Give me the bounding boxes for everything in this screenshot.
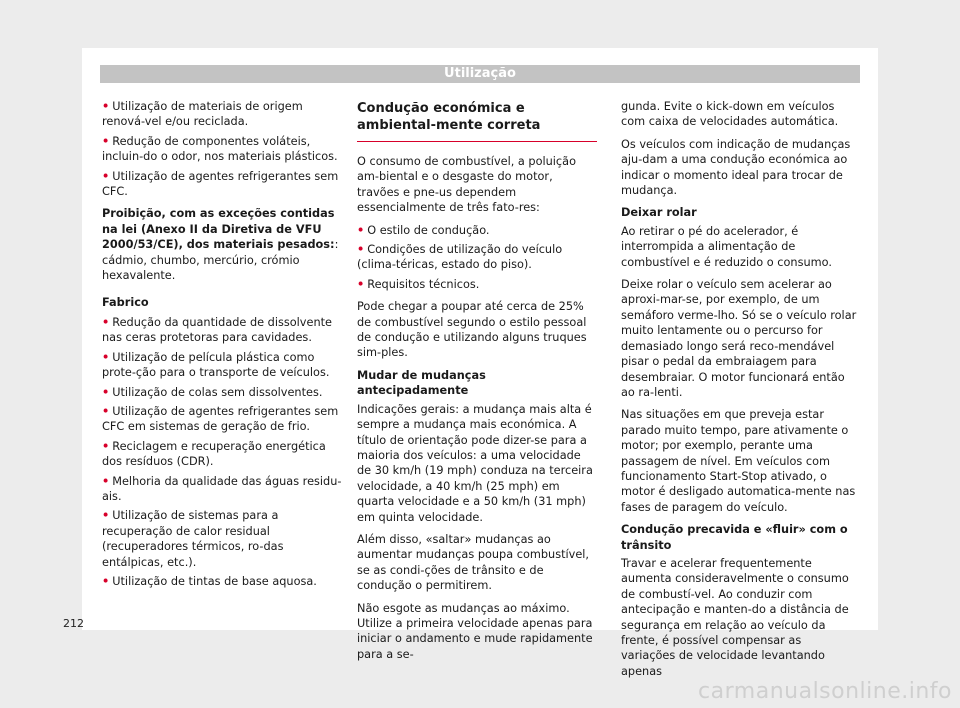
bullet-icon: • [102, 574, 110, 588]
watermark: carmanualsonline.info [698, 679, 952, 704]
paragraph: gunda. Evite o kick-down em veículos com caixa de velocidades automática. [621, 100, 839, 129]
list-item: • Utilização de agentes refrigerantes sem CFC. [102, 169, 339, 199]
paragraph: Deixe rolar o veículo sem acelerar ao aproxi-mar-se, por exemplo, de um semáforo verme-lho. Só se o veículo rolar muito lentamente ou o percurso for demasiado longo será reco-mendável pisar o pedal da embraiagem para desembraiar. O motor funcionará então ao ra-lenti. [621, 278, 857, 399]
list-item: • O estilo de condução. [357, 223, 490, 237]
subheading: Mudar de mudanças antecipadamente [357, 368, 486, 398]
bullet-icon: • [102, 315, 110, 329]
bullet-icon: • [102, 474, 110, 488]
document-page [82, 48, 878, 678]
list-item: • Redução da quantidade de dissolvente nas ceras protetoras para cavidades. [102, 315, 332, 345]
page-header: Utilização [100, 65, 860, 83]
column-2 [357, 100, 597, 669]
paragraph: Nas situações em que preveja estar parado muito tempo, pare ativamente o motor; por exemplo, perante uma passagem de nível. Em veículos com funcionamento Start-Stop ativado, o motor é desligado automatica-mente nas fases de paragem do veículo. [621, 408, 856, 514]
list-item: • Utilização de agentes refrigerantes sem CFC em sistemas de geração de frio. [102, 404, 339, 434]
paragraph: Os veículos com indicação de mudanças aju-dam a uma condução económica ao indicar o momento ideal para trocar de mudança. [621, 137, 851, 198]
bullet-icon: • [102, 100, 110, 113]
list-item: • Utilização de colas sem dissolventes. [102, 385, 323, 399]
paragraph: Ao retirar o pé do acelerador, é interrompida a alimentação de combustível e é reduzido o consumo. [621, 224, 832, 269]
bullet-icon: • [102, 350, 110, 364]
section-heading: Condução económica e ambiental-mente correta [357, 100, 597, 142]
page-number: 212 [63, 617, 84, 630]
prohibition-text: : cádmio, chumbo, mercúrio, crómio hexavalente. [102, 238, 339, 283]
bullet-icon: • [357, 277, 365, 291]
fabrico-heading: Fabrico [102, 296, 149, 310]
list-item: • Condições de utilização do veículo (clima-téricas, estado do piso). [357, 243, 563, 272]
list-item: • Utilização de sistemas para a recuperação de calor residual (recuperadores térmicos, ro-das entálpicas, etc.). [102, 509, 284, 569]
list-item: • Utilização de película plástica como prote-ção para o transporte de veículos. [102, 350, 330, 380]
subheading: Deixar rolar [621, 206, 697, 220]
list-item: • Utilização de materiais de origem renová-vel e/ou reciclada. [102, 100, 303, 129]
prohibition-bold: Proibição, com as exceções contidas na lei (Anexo II da Diretiva de VFU 2000/53/CE), dos materiais pesados: [102, 207, 335, 252]
paragraph: Além disso, «saltar» mudanças ao aumentar mudanças poupa combustível, se as condi-ções de trânsito e de condução o permitirem. [357, 532, 590, 593]
bullet-icon: • [102, 439, 110, 453]
list-item: • Utilização de tintas de base aquosa. [102, 574, 317, 588]
bullet-icon: • [102, 385, 110, 399]
bullet-icon: • [357, 243, 365, 257]
subheading: Condução precavida e «fluir» com o trânsito [621, 523, 848, 552]
paragraph: Travar e acelerar frequentemente aumenta consideravelmente o consumo de combustí-vel. Ao conduzir com antecipação e manten-do a distância de segurança em relação ao veículo da frente, é possível compensar as variações de velocidade levantando apenas [621, 556, 849, 678]
paragraph: Não esgote as mudanças ao máximo. Utilize a primeira velocidade apenas para iniciar o andamento e mude rapidamente para a se- [357, 601, 593, 661]
paragraph: Pode chegar a poupar até cerca de 25% de combustível segundo o estilo pessoal de condução e utilizando alguns truques sim-ples. [357, 300, 587, 360]
bullet-icon: • [357, 223, 365, 237]
list-item: • Requisitos técnicos. [357, 277, 480, 291]
column-3 [621, 99, 859, 686]
list-item: • Redução de componentes voláteis, incluin-do o odor, nos materiais plásticos. [102, 134, 338, 164]
intro-paragraph: O consumo de combustível, a poluição am-biental e o desgaste do motor, travões e pne-us dependem essencialmente de três fato-res: [357, 155, 576, 215]
bullet-icon: • [102, 134, 110, 148]
bullet-icon: • [102, 404, 110, 418]
prohibition-paragraph [102, 206, 344, 283]
paragraph: Indicações gerais: a mudança mais alta é sempre a mudança mais económica. A título de orientação pode dizer-se para a maioria dos veículos: a uma velocidade de 30 km/h (19 mph) conduza na terceira velocidade, a 40 km/h (25 mph) em quarta velocidade e a 50 km/h (31 mph) em quinta velocidade. [357, 402, 593, 524]
bullet-icon: • [102, 509, 110, 523]
list-item: • Reciclagem e recuperação energética dos resíduos (CDR). [102, 439, 326, 469]
bullet-icon: • [102, 169, 110, 183]
column-1 [102, 99, 344, 593]
list-item: • Melhoria da qualidade das águas residu-ais. [102, 474, 342, 503]
